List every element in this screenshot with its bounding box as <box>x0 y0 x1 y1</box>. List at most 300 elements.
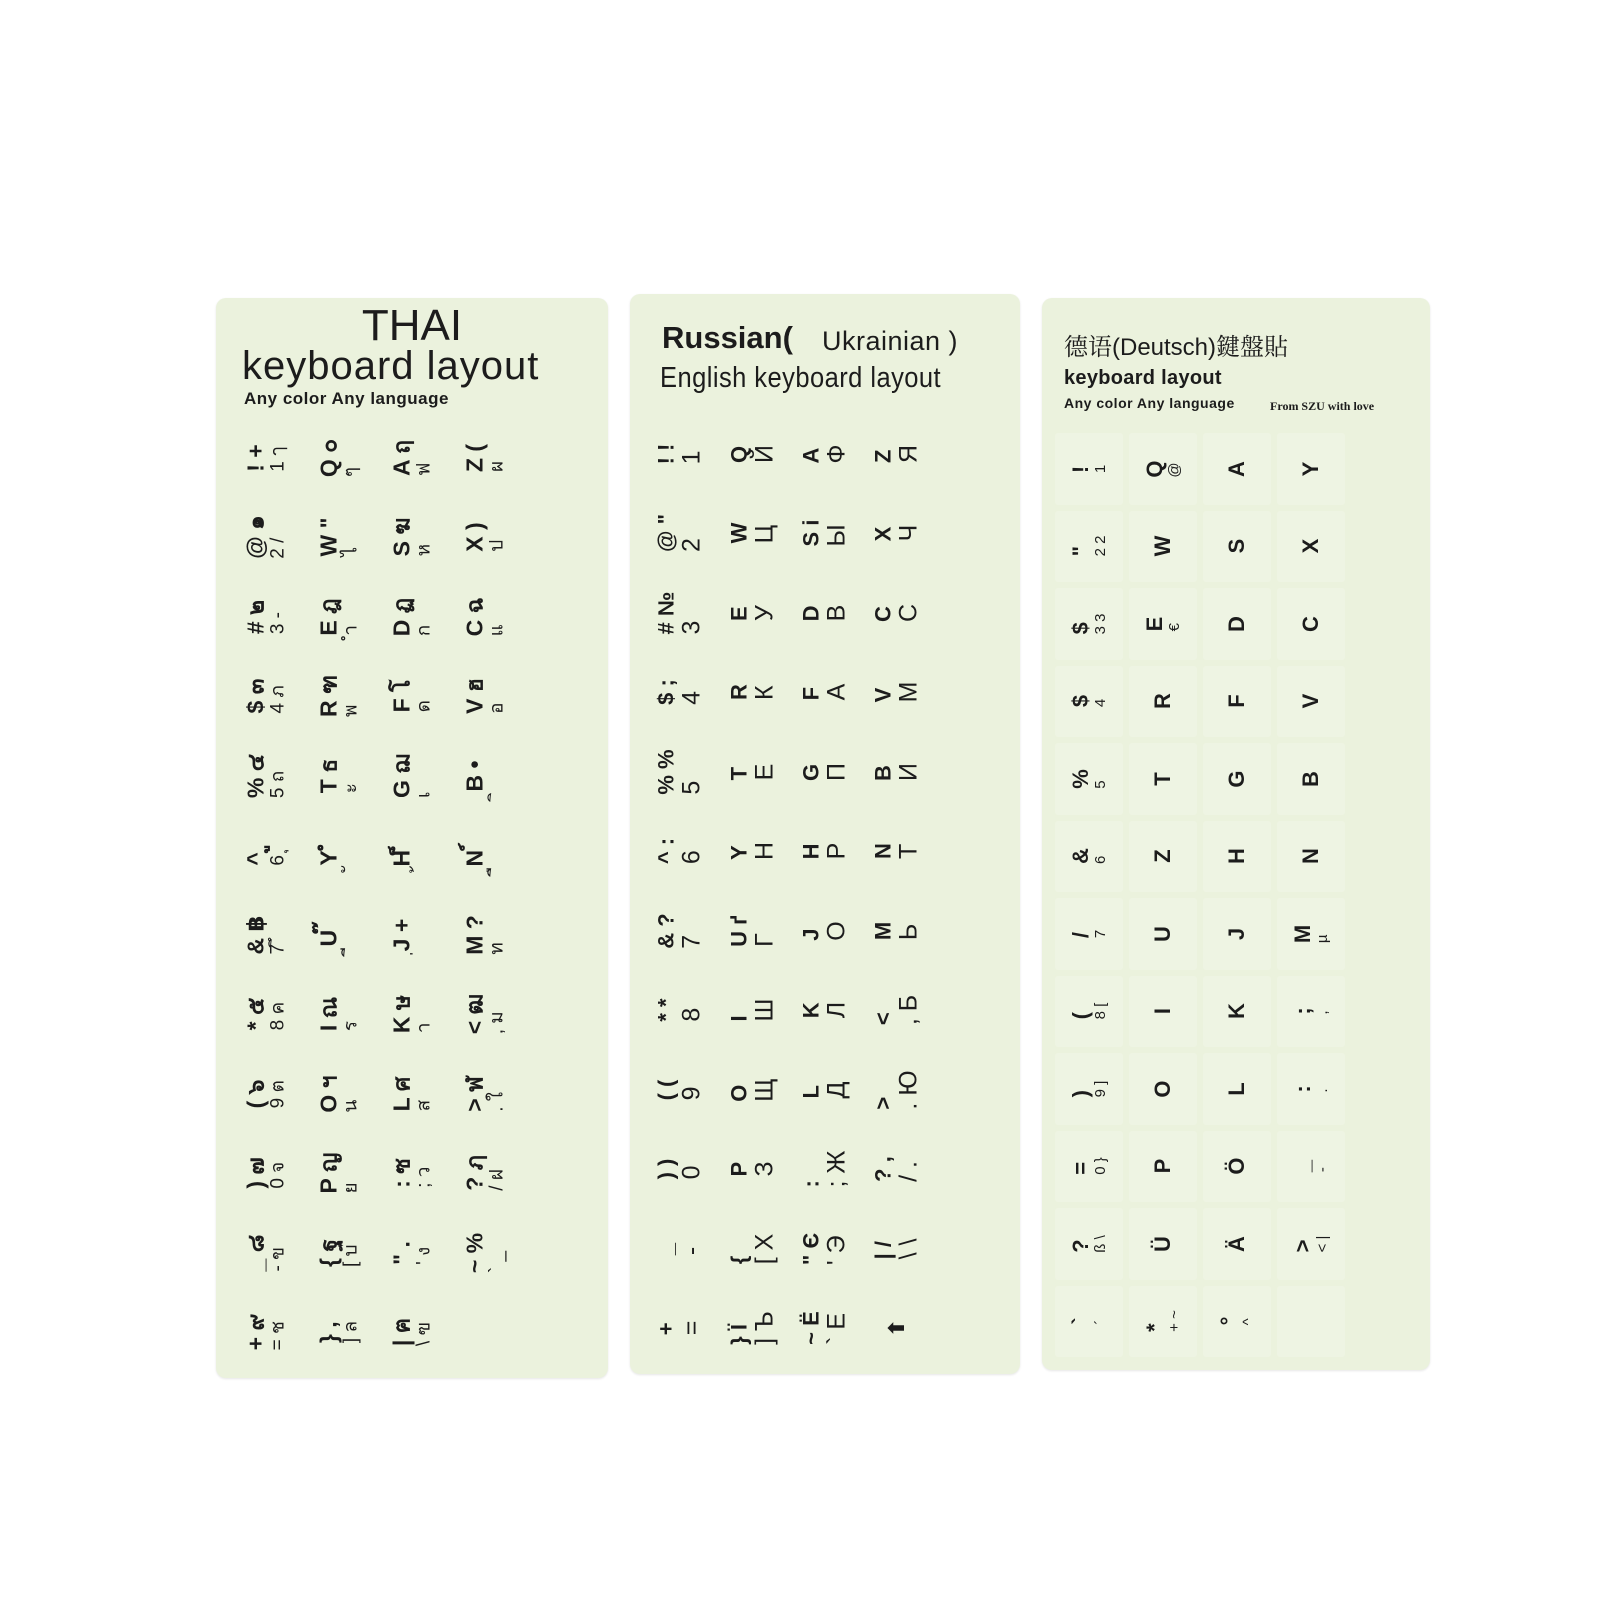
key-sticker <box>792 735 858 809</box>
key-sticker <box>719 815 785 889</box>
key-legend-primary: T ธ <box>315 758 342 793</box>
key-legend-secondary: 8 <box>677 1007 706 1022</box>
key-legend-primary: O ฯ <box>315 1075 342 1113</box>
key-legend-secondary <box>487 760 508 791</box>
key-legend-secondary: [ บ <box>340 1244 362 1267</box>
key-sticker <box>864 417 930 491</box>
key-legend-primary: $ <box>1068 695 1094 708</box>
key-legend <box>655 1159 706 1180</box>
key-legend-primary: P <box>1150 1158 1176 1174</box>
key-legend-primary: > <box>871 1096 897 1110</box>
key-legend-secondary: + ~ <box>1165 1310 1183 1333</box>
key-legend-secondary: ๆ <box>340 466 362 477</box>
key-legend-secondary: € <box>1165 622 1183 632</box>
key-legend-primary: T <box>726 766 752 781</box>
key-sticker <box>1277 511 1345 583</box>
key-legend-secondary: น <box>340 1099 362 1113</box>
key-legend-primary: K <box>1224 1003 1250 1020</box>
key-legend-primary: " . <box>388 1240 415 1265</box>
german-sheet-subtitle: keyboard layout <box>1064 367 1222 389</box>
russian-key-grid <box>644 414 1006 1368</box>
key-legend <box>872 922 923 940</box>
key-legend <box>244 444 289 471</box>
key-legend <box>244 998 289 1031</box>
key-legend-primary: D ฏ <box>388 597 415 636</box>
key-legend-primary: " Є <box>798 1232 824 1265</box>
key-sticker <box>1129 1286 1197 1358</box>
key-legend-secondary: ` Е <box>822 1313 851 1346</box>
key-legend-secondary: - <box>677 1246 706 1255</box>
key-sticker <box>1055 898 1123 970</box>
key-legend-secondary: 9 ] <box>1091 1080 1109 1098</box>
key-legend <box>727 763 778 780</box>
key-sticker <box>647 735 713 809</box>
key-legend-primary: ) <box>1068 1089 1094 1098</box>
key-legend-secondary: ำ <box>340 624 362 636</box>
key-legend-secondary: 8 [ <box>1091 1002 1109 1020</box>
key-sticker <box>719 1133 785 1207</box>
key-sticker <box>233 421 300 495</box>
key-legend <box>872 604 923 622</box>
key-legend-secondary: ฟ <box>413 462 435 476</box>
key-sticker <box>1055 1286 1123 1358</box>
key-legend-primary: { ฐ <box>315 1238 342 1267</box>
key-legend <box>727 1311 778 1345</box>
key-sticker <box>451 978 518 1052</box>
key-legend-secondary: П <box>822 762 851 781</box>
key-legend-primary: > ฬ <box>461 1075 488 1112</box>
key-legend <box>317 675 362 717</box>
key-legend <box>872 1156 923 1182</box>
key-sticker <box>1203 821 1271 893</box>
key-legend-primary: ! ! <box>653 443 679 465</box>
key-legend-primary: J <box>798 928 824 941</box>
key-legend <box>462 844 507 867</box>
key-legend <box>317 1239 362 1267</box>
key-legend <box>1299 694 1323 709</box>
key-legend-secondary: Е <box>749 763 778 781</box>
key-legend <box>462 597 507 636</box>
key-sticker <box>379 898 446 972</box>
key-sticker <box>451 421 518 495</box>
key-legend-secondary: 5 ถ <box>267 770 289 798</box>
key-sticker <box>1203 1286 1271 1358</box>
key-legend <box>317 518 362 557</box>
key-sticker <box>792 656 858 730</box>
key-legend <box>389 754 434 798</box>
key-legend <box>1069 1003 1109 1020</box>
key-legend-primary: Z <box>871 449 897 463</box>
key-legend-primary: X <box>1298 538 1324 554</box>
key-legend <box>1299 848 1323 864</box>
key-legend <box>1151 1159 1175 1174</box>
key-legend-primary: L ศ <box>388 1076 415 1112</box>
german-sheet-note: Any color Any language <box>1064 395 1235 411</box>
key-sticker <box>1277 821 1345 893</box>
key-legend-primary: ? , <box>871 1156 897 1183</box>
key-legend-secondary: В <box>822 604 851 622</box>
key-legend-primary: + ๙ <box>242 1313 269 1351</box>
key-legend <box>727 842 778 860</box>
key-sticker <box>1129 898 1197 970</box>
key-legend-secondary: ก <box>413 624 435 636</box>
key-legend <box>1299 771 1323 787</box>
key-legend <box>1225 1082 1249 1095</box>
key-legend-secondary: 6 <box>677 850 706 865</box>
key-legend-primary: A <box>798 447 824 464</box>
key-legend <box>1069 1235 1109 1253</box>
key-legend <box>1143 616 1183 631</box>
key-legend <box>462 678 507 714</box>
key-legend-secondary: 7 <box>1091 929 1109 938</box>
key-sticker <box>1055 1053 1123 1125</box>
key-sticker <box>233 819 300 893</box>
key-legend-secondary: 2 / <box>267 537 289 559</box>
key-legend <box>389 1076 434 1111</box>
key-legend-primary: _ <box>1290 1160 1316 1173</box>
key-legend <box>727 523 778 544</box>
key-sticker <box>719 735 785 809</box>
key-legend-secondary: 3 3 <box>1091 613 1109 635</box>
key-legend-primary: | ฅ <box>388 1318 415 1347</box>
key-legend-secondary: ด <box>413 700 435 713</box>
key-legend-primary: ° <box>1216 1316 1242 1326</box>
key-legend <box>727 1233 778 1264</box>
key-legend-primary: ^ ู <box>242 844 269 866</box>
key-legend-secondary: ; Ж <box>822 1150 851 1188</box>
key-legend <box>727 445 778 463</box>
thai-sheet-note: Any color Any language <box>244 389 449 408</box>
key-legend-primary: > <box>1290 1239 1316 1253</box>
key-legend-primary: A ฤ <box>388 439 415 476</box>
key-legend-secondary: อ <box>485 702 507 715</box>
key-legend-secondary: / . <box>894 1161 923 1183</box>
key-legend <box>1151 850 1175 863</box>
key-legend <box>655 1079 706 1100</box>
key-sticker <box>306 1057 373 1131</box>
key-legend <box>244 845 289 866</box>
key-legend-primary: V ฮ <box>461 678 488 715</box>
key-legend-primary: E <box>726 606 752 621</box>
key-legend-primary: P ญ <box>315 1152 342 1194</box>
key-legend-secondary: 0 } <box>1091 1157 1109 1176</box>
key-legend-primary: ? ฦ <box>461 1155 488 1192</box>
key-legend-secondary: Т <box>894 843 923 860</box>
key-sticker <box>1203 511 1271 583</box>
key-sticker <box>233 1216 300 1290</box>
key-legend-secondary: 5 <box>677 780 706 795</box>
key-legend <box>389 518 434 557</box>
key-legend-secondary: 1 <box>677 450 706 465</box>
key-legend <box>872 995 923 1025</box>
key-legend-primary: % <box>1068 768 1094 789</box>
key-sticker <box>792 1133 858 1207</box>
key-sticker <box>1055 1208 1123 1280</box>
key-sticker <box>306 421 373 495</box>
key-legend <box>1151 772 1175 785</box>
key-legend-secondary: Ф <box>822 444 851 464</box>
key-legend <box>727 999 778 1022</box>
key-legend <box>1299 461 1323 476</box>
key-sticker <box>1203 1131 1271 1203</box>
key-legend <box>462 523 507 552</box>
key-legend <box>1225 539 1249 554</box>
key-legend <box>1069 613 1109 634</box>
key-legend-primary: R <box>726 684 752 701</box>
key-legend <box>317 845 362 866</box>
key-sticker <box>1055 433 1123 505</box>
key-sticker <box>719 1053 785 1127</box>
key-sticker <box>233 580 300 654</box>
key-sticker <box>233 501 300 575</box>
key-sticker <box>792 576 858 650</box>
key-legend-primary: # № <box>653 591 679 635</box>
key-legend-primary: I <box>726 1015 752 1022</box>
key-legend-secondary: С <box>894 603 923 622</box>
key-legend-secondary: ] Ъ <box>749 1311 778 1346</box>
key-legend-primary: N <box>1298 848 1324 865</box>
key-legend-primary: S і <box>798 519 824 547</box>
key-legend-primary: * <box>1142 1323 1168 1333</box>
key-legend <box>655 1243 706 1255</box>
key-legend <box>244 1158 289 1189</box>
key-legend <box>727 605 778 621</box>
key-legend-secondary: Щ <box>749 1078 778 1102</box>
key-sticker <box>379 501 446 575</box>
key-sticker <box>1129 1053 1197 1125</box>
key-legend-primary: = <box>1068 1162 1094 1176</box>
key-sticker <box>379 978 446 1052</box>
key-legend-primary: O <box>726 1084 752 1102</box>
key-legend <box>872 682 923 703</box>
key-legend <box>389 1158 434 1188</box>
key-sticker <box>306 580 373 654</box>
key-legend-secondary: 0 จ <box>267 1161 289 1189</box>
key-legend <box>655 838 706 864</box>
key-legend-primary: N ์ <box>461 843 488 867</box>
key-legend <box>1299 539 1323 554</box>
key-sticker <box>451 819 518 893</box>
key-legend <box>317 598 362 635</box>
key-legend-secondary: - <box>1313 1167 1331 1173</box>
key-legend <box>389 995 434 1033</box>
key-legend <box>872 843 923 859</box>
key-legend-primary: D <box>798 605 824 622</box>
key-sticker <box>1129 588 1197 660</box>
key-legend <box>800 684 851 701</box>
key-legend-secondary: Й <box>749 444 778 463</box>
key-legend-primary: G ฌ <box>388 753 415 798</box>
key-legend-primary: ( ( <box>653 1079 679 1101</box>
key-legend-primary: Q <box>726 445 752 463</box>
key-legend <box>1069 1157 1109 1175</box>
key-legend-secondary: 9 ต <box>267 1079 289 1109</box>
key-sticker <box>306 898 373 972</box>
key-legend-secondary: / ฝ <box>485 1169 507 1192</box>
key-sticker <box>1277 1286 1345 1358</box>
key-legend <box>1225 848 1249 864</box>
key-legend <box>872 1238 923 1259</box>
key-sticker <box>792 815 858 889</box>
key-legend-primary: H ็ <box>388 843 415 867</box>
key-legend <box>1225 461 1249 477</box>
key-legend-primary: V <box>1298 693 1324 709</box>
key-legend <box>1291 1235 1331 1252</box>
key-sticker <box>647 576 713 650</box>
key-legend-primary: K ษ <box>388 995 415 1034</box>
key-legend <box>462 760 507 791</box>
key-legend-primary: G <box>1224 770 1250 788</box>
key-legend-primary: ~ Ё <box>798 1311 824 1346</box>
key-sticker <box>306 1137 373 1211</box>
key-legend-primary: H <box>1224 848 1250 865</box>
key-legend-secondary: ร <box>340 1021 362 1032</box>
thai-keyboard-sticker-sheet <box>216 298 608 1378</box>
key-sticker <box>1277 588 1345 660</box>
key-legend <box>655 443 706 464</box>
key-legend <box>655 1321 706 1336</box>
key-sticker <box>864 497 930 571</box>
key-sticker <box>451 580 518 654</box>
key-legend-secondary <box>341 923 362 946</box>
key-legend-secondary: ย <box>340 1182 362 1194</box>
key-legend-primary: ! + <box>242 444 269 472</box>
key-sticker <box>379 580 446 654</box>
key-legend <box>1069 695 1109 707</box>
key-legend-primary: S <box>1224 538 1250 554</box>
thai-sheet-subtitle: keyboard layout <box>242 344 540 388</box>
key-legend <box>886 1319 910 1337</box>
key-legend <box>1069 465 1109 473</box>
key-sticker <box>864 1133 930 1207</box>
german-sheet-title: 德语(Deutsch)鍵盤貼 <box>1064 334 1289 361</box>
key-sticker <box>792 1053 858 1127</box>
key-legend <box>462 444 507 472</box>
key-sticker <box>451 1137 518 1211</box>
key-sticker <box>1129 433 1197 505</box>
key-legend <box>244 1234 289 1271</box>
key-legend-secondary: ´ <box>1091 1319 1109 1325</box>
key-sticker <box>792 1212 858 1286</box>
key-legend-secondary: Л <box>822 1002 851 1019</box>
key-sticker <box>379 1216 446 1290</box>
key-legend <box>462 994 507 1035</box>
key-legend-primary: ) ๗ <box>242 1157 269 1189</box>
key-legend-primary: : ซ <box>388 1158 415 1189</box>
key-sticker <box>451 898 518 972</box>
key-legend-secondary <box>414 844 435 867</box>
key-legend <box>800 1311 851 1345</box>
key-legend-primary: } , <box>315 1321 342 1344</box>
key-sticker <box>233 1296 300 1370</box>
key-legend <box>389 918 434 951</box>
key-legend-secondary: О <box>822 921 851 941</box>
key-legend-primary: + <box>653 1322 679 1336</box>
key-legend-primary: V <box>871 687 897 703</box>
key-legend-primary: # ๒ <box>242 599 269 634</box>
key-legend <box>1151 1080 1175 1097</box>
key-legend-secondary: = ช <box>267 1321 289 1351</box>
key-legend <box>389 680 434 713</box>
key-legend <box>800 604 851 621</box>
key-legend-primary: / <box>1068 931 1094 938</box>
key-legend <box>1291 1160 1331 1172</box>
key-sticker <box>1129 1208 1197 1280</box>
key-legend-primary: Ä <box>1224 1235 1250 1252</box>
key-legend-primary: & ฿ <box>242 915 269 955</box>
key-legend-secondary: \ ฃ <box>413 1322 435 1347</box>
key-sticker <box>647 497 713 571</box>
key-legend-secondary: ^ <box>1239 1318 1257 1326</box>
russian-sheet-subtitle: English keyboard layout <box>660 362 942 394</box>
key-legend-primary: E <box>1142 616 1168 632</box>
key-legend <box>1225 1236 1249 1252</box>
key-legend <box>317 1321 362 1343</box>
key-legend-primary: Y <box>726 845 752 861</box>
key-legend-secondary: [ Х <box>749 1233 778 1265</box>
key-legend-primary: @ " <box>653 514 679 553</box>
key-legend-secondary: 3 <box>677 620 706 635</box>
key-legend <box>872 763 923 781</box>
key-legend-primary: * ๕ <box>242 997 269 1031</box>
key-legend-primary: Ü <box>1150 1235 1176 1252</box>
key-legend-primary: M <box>1290 924 1316 943</box>
key-legend-secondary: А <box>822 683 851 701</box>
key-legend-primary: " <box>1068 546 1094 557</box>
key-legend <box>800 1233 851 1265</box>
key-sticker <box>306 1296 373 1370</box>
key-sticker <box>647 974 713 1048</box>
key-sticker <box>306 1216 373 1290</box>
key-sticker <box>1277 433 1345 505</box>
key-legend <box>1069 536 1109 557</box>
key-legend-secondary: 1 ๅ <box>267 446 289 472</box>
key-legend-secondary: Д <box>822 1081 851 1099</box>
key-legend-primary: $ ๓ <box>242 678 269 714</box>
key-legend-primary: < <box>871 1012 897 1026</box>
key-legend <box>317 923 362 946</box>
key-legend-primary: ? <box>1068 1239 1094 1253</box>
key-legend <box>1151 693 1175 709</box>
key-sticker <box>306 978 373 1052</box>
key-legend-primary: _ ๘ <box>242 1234 269 1272</box>
key-legend <box>655 999 706 1022</box>
key-sticker <box>647 656 713 730</box>
key-legend <box>800 520 851 547</box>
key-legend-secondary: . <box>1313 1088 1331 1093</box>
key-legend <box>800 1151 851 1188</box>
key-legend-secondary: µ <box>1313 934 1331 943</box>
key-legend-primary: B • <box>461 760 488 792</box>
key-sticker <box>379 421 446 495</box>
key-legend <box>872 525 923 542</box>
key-legend-secondary: Я <box>894 444 923 463</box>
key-legend-primary: ( ๖ <box>242 1079 269 1109</box>
key-sticker <box>379 660 446 734</box>
key-sticker <box>647 894 713 968</box>
key-sticker <box>792 1292 858 1366</box>
key-legend-secondary <box>341 845 362 866</box>
key-legend-secondary: 3 - <box>267 611 289 634</box>
key-sticker <box>1055 976 1123 1048</box>
key-legend <box>872 445 923 463</box>
key-legend <box>389 1241 434 1265</box>
key-legend-primary: } Ї <box>726 1324 752 1346</box>
key-sticker <box>379 1057 446 1131</box>
key-sticker <box>233 1137 300 1211</box>
key-sticker <box>233 739 300 813</box>
key-legend-primary: O <box>1150 1080 1176 1098</box>
